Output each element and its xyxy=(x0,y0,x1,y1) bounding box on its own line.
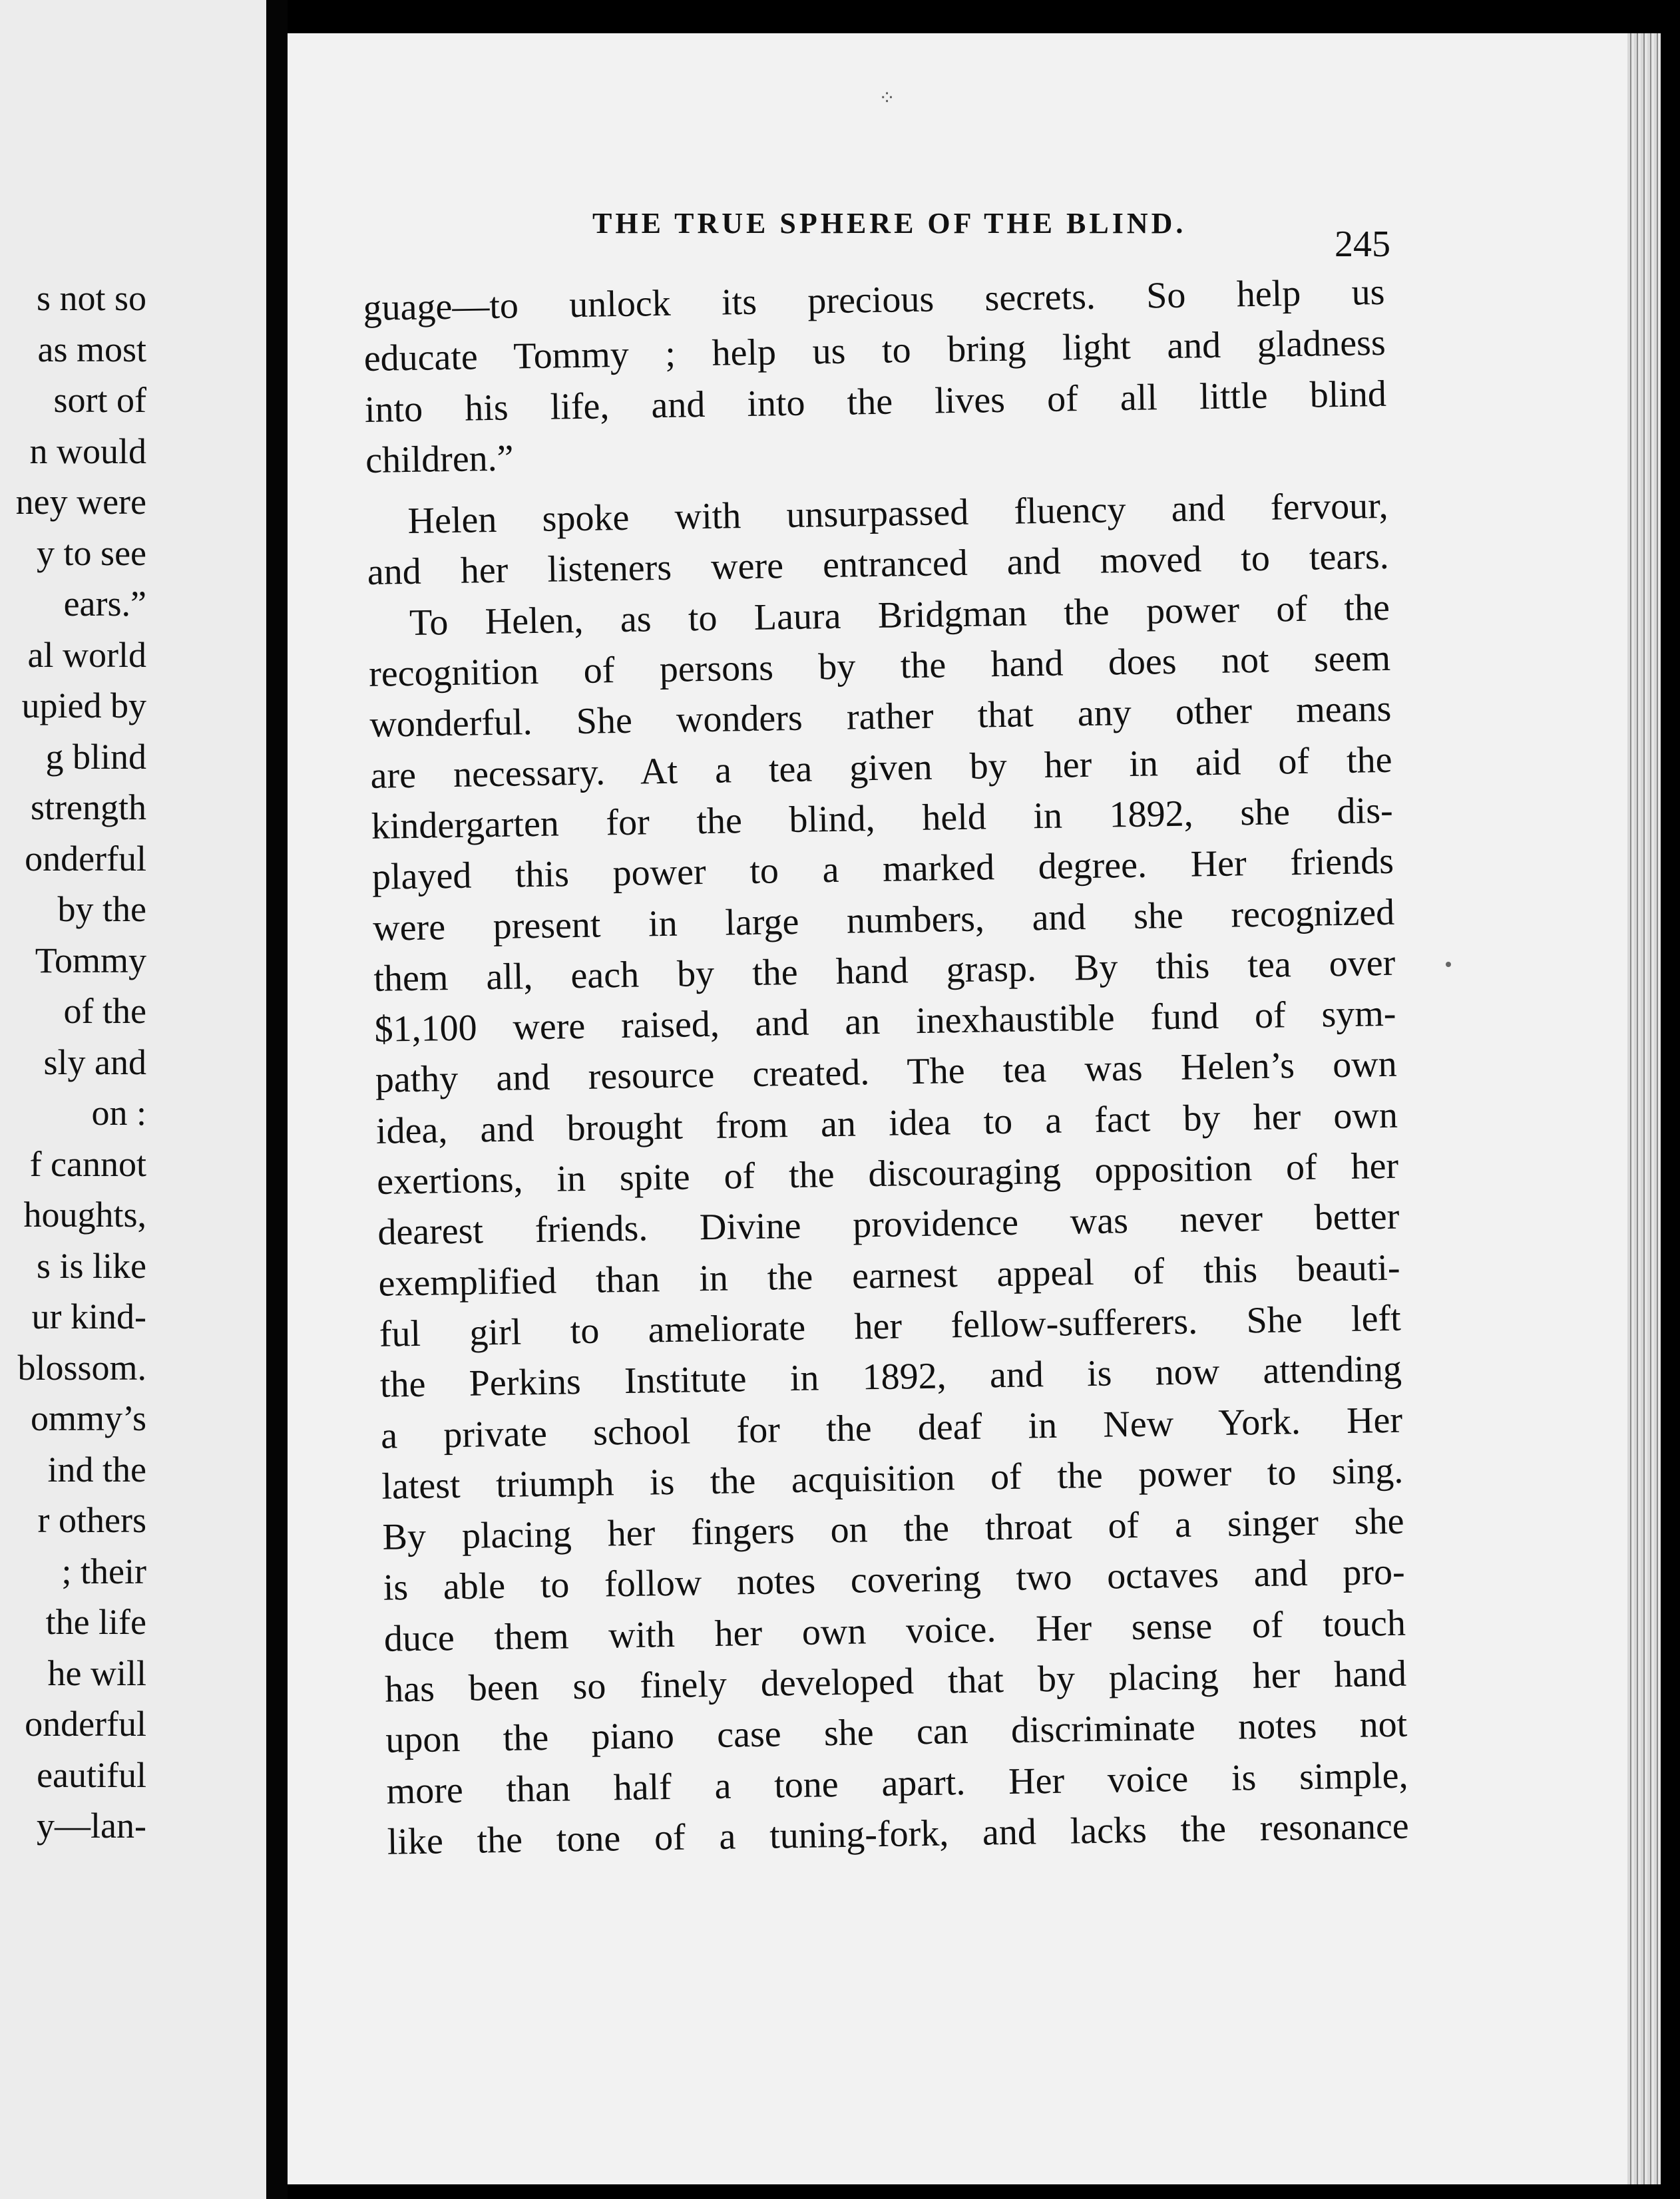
left-line: ney were xyxy=(15,482,146,522)
text-line: them all, each by the hand grasp. By this tea over xyxy=(373,942,1396,1000)
text-line: guage—to unlock its precious secrets. So help us xyxy=(363,271,1385,329)
text-line: children.” xyxy=(365,437,514,481)
left-line: r others xyxy=(37,1500,146,1540)
body-text xyxy=(363,267,1409,1868)
text-line: and her listeners were entranced and moved to tears. xyxy=(367,536,1390,594)
left-line: onderful xyxy=(25,1704,146,1744)
left-line: ears.” xyxy=(63,584,146,624)
text-line: educate Tommy ; help us to bring light and gladness xyxy=(363,322,1386,380)
left-line: s is like xyxy=(36,1245,146,1286)
book-gutter xyxy=(266,0,288,2199)
text-line: Helen spoke with unsurpassed fluency and fervour, xyxy=(407,485,1388,542)
left-line: blossom. xyxy=(17,1347,146,1388)
left-line: by the xyxy=(57,889,146,929)
left-line: y to see xyxy=(37,532,146,573)
text-line: the Perkins Institute in 1892, and is now attending xyxy=(379,1348,1402,1406)
left-line: onderful xyxy=(25,838,146,879)
left-line: as most xyxy=(37,329,146,369)
left-line: ommy’s xyxy=(30,1398,146,1438)
ink-speck xyxy=(1446,962,1451,967)
text-line: kindergarten for the blind, held in 1892, she dis- xyxy=(371,789,1394,847)
left-line: g blind xyxy=(45,736,146,777)
left-line: strength xyxy=(31,787,146,827)
left-line: s not so xyxy=(36,278,146,318)
text-line: To Helen, as to Laura Bridgman the power of the xyxy=(409,586,1390,644)
left-line: sly and xyxy=(43,1042,146,1082)
text-line: into his life, and into the lives of all little blind xyxy=(364,373,1387,431)
left-page-text xyxy=(16,273,146,1852)
left-line: ur kind- xyxy=(31,1297,146,1336)
left-line: he will xyxy=(47,1653,146,1693)
left-line: ind the xyxy=(47,1449,146,1490)
text-line: wonderful. She wonders rather that any other means xyxy=(369,688,1392,746)
text-line: like the tone of a tuning-fork, and lacks the resonance xyxy=(387,1805,1410,1863)
text-line: duce them with her own voice. Her sense of touch xyxy=(383,1602,1406,1660)
left-line: of the xyxy=(63,991,146,1031)
left-line: y—lan- xyxy=(37,1806,146,1846)
text-line: $1,100 were raised, and an inexhaustible fund of sym- xyxy=(374,992,1396,1051)
left-line: al world xyxy=(27,634,146,675)
left-line: upied by xyxy=(21,686,146,725)
ornament-mark: ⁘ xyxy=(879,87,896,109)
left-line: eautiful xyxy=(37,1754,146,1795)
left-line: n would xyxy=(29,431,146,471)
text-line: dearest friends. Divine providence was never better xyxy=(377,1196,1400,1254)
text-line: exertions, in spite of the discouraging opposition of her xyxy=(376,1145,1399,1203)
text-line: were present in large numbers, and she recognized xyxy=(372,891,1395,949)
left-page xyxy=(0,0,266,2199)
text-line: played this power to a marked degree. Her friends xyxy=(371,841,1394,899)
left-line: Tommy xyxy=(35,940,146,980)
text-line: a private school for the deaf in New York. Her xyxy=(380,1399,1403,1457)
text-line: recognition of persons by the hand does not seem xyxy=(368,637,1391,696)
left-line: houghts, xyxy=(23,1195,146,1235)
left-line: on : xyxy=(91,1093,146,1133)
text-line: By placing her fingers on the throat of a singer she xyxy=(382,1500,1404,1558)
left-line: the life xyxy=(45,1602,146,1642)
text-line: latest triumph is the acquisition of the power to sing. xyxy=(381,1450,1404,1507)
text-line: is able to follow notes covering two octaves and pro- xyxy=(383,1551,1406,1609)
page-edges xyxy=(1627,33,1661,2184)
text-line: pathy and resource created. The tea was Helen’s own xyxy=(375,1044,1398,1101)
text-line: ful girl to ameliorate her fellow-sufferers. She left xyxy=(379,1297,1402,1355)
text-line: has been so finely developed that by placing her hand xyxy=(384,1653,1407,1710)
text-line: idea, and brought from an idea to a fact by her own xyxy=(375,1094,1398,1152)
left-line: sort of xyxy=(53,380,146,420)
running-head: THE TRUE SPHERE OF THE BLIND. xyxy=(592,207,1187,240)
text-line: more than half a tone apart. Her voice is simple, xyxy=(386,1754,1408,1812)
text-line: upon the piano case she can discriminate notes not xyxy=(385,1703,1408,1762)
left-line: ; their xyxy=(61,1551,146,1591)
page-number: 245 xyxy=(1335,224,1390,265)
text-line: are necessary. At a tea given by her in aid of the xyxy=(370,739,1392,797)
left-line: f cannot xyxy=(29,1143,146,1184)
text-line: exemplified than in the earnest appeal of this beauti- xyxy=(378,1247,1400,1304)
